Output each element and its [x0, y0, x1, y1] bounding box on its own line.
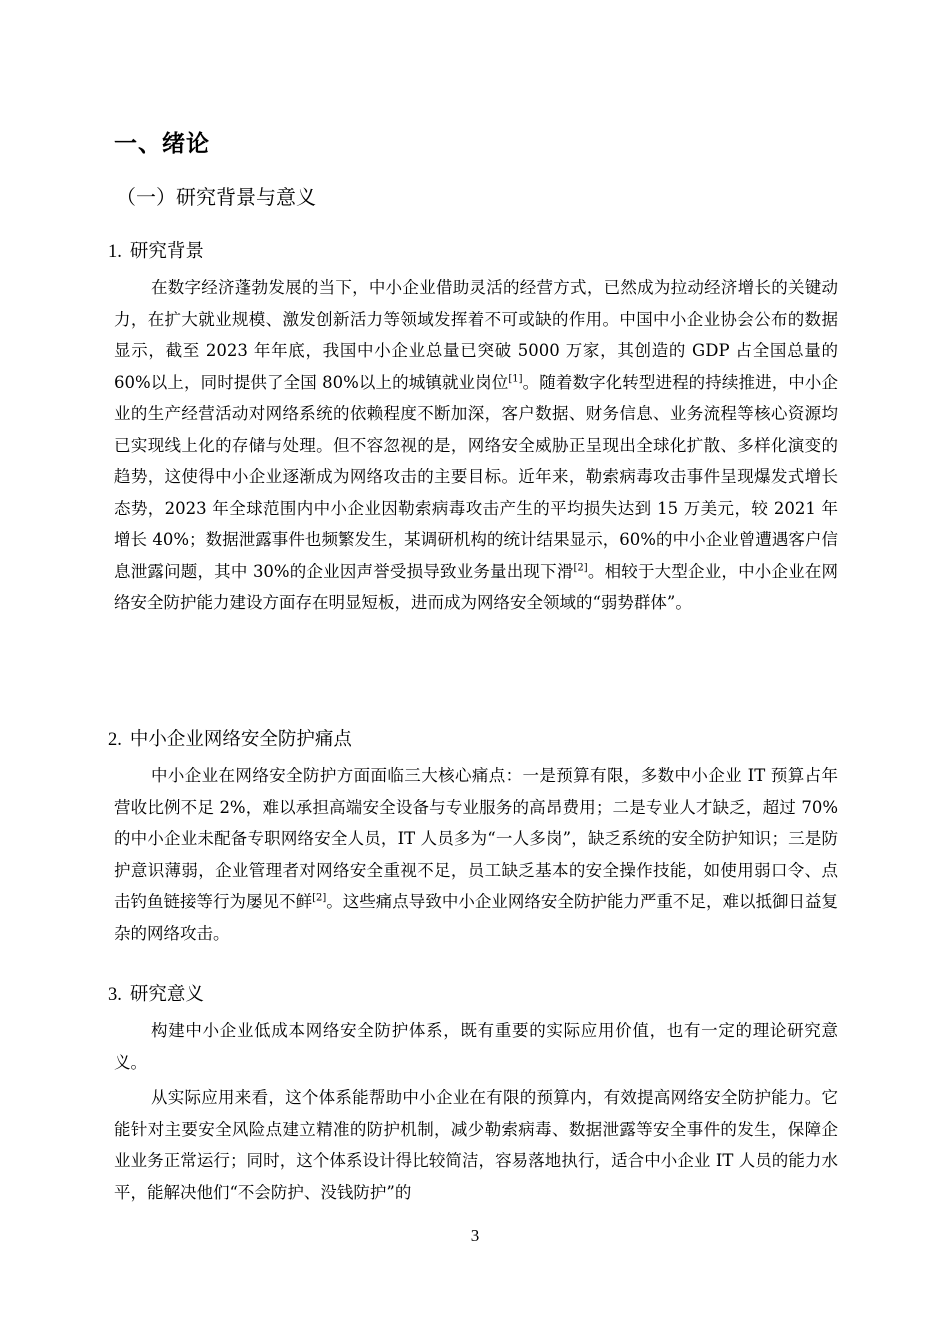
- subsection-title: 研究意义: [129, 984, 204, 1005]
- paragraph-text: 。相较于大型企业，中小企业在网络安全防护能力建设方面存在明显短板，进而成为网络安全领域的“弱势群体”。: [114, 561, 839, 612]
- paragraph-practical-value: 从实际应用来看，这个体系能帮助中小企业在有限的预算内，有效提高网络安全防护能力。它能针对主要安全风险点建立精准的防护机制，减少勒索病毒、数据泄露等安全事件的发生，保障企业业务正常运行；同时，这个体系设计得比较简洁，容易落地执行，适合中小企业 IT 人员的能力水平，能解决他们“不会防护、没钱防护”的: [114, 1088, 838, 1202]
- subsection-heading-3: [108, 980, 204, 1006]
- subsection-heading-1: [108, 237, 204, 263]
- paragraph-significance-intro: 构建中小企业低成本网络安全防护体系，既有重要的实际应用价值，也有一定的理论研究意义。: [114, 1021, 838, 1072]
- page-number: 3: [470, 1226, 480, 1245]
- paragraph-text: 。随着数字化转型进程的持续推进，中小企业的生产经营活动对网络系统的依赖程度不断加深，客户数据、财务信息、业务流程等核心资源均已实现线上化的存储与处理。但不容忽视的是，网络安全威胁正呈现出全球化扩散、多样化演变的趋势，这使得中小企业逐渐成为网络攻击的主要目标。近年来，勒索病毒攻击事件呈现爆发式增长态势，2023 年全球范围内中小企业因勒索病毒攻击产生的平均损失达到 15 万美元，较 2021 年增长 40%；数据泄露事件也频繁发生，某调研机构的统计结果显示，60%的中小企业曾遭遇客户信息泄露问题，其中 30%的企业因声誉受损导致业务量出现下滑: [114, 372, 839, 581]
- subsection-title: 中小企业网络安全防护痛点: [129, 729, 352, 750]
- paragraph-text: 在数字经济蓬勃发展的当下，中小企业借助灵活的经营方式，已然成为拉动经济增长的关键动力，在扩大就业规模、激发创新活力等领域发挥着不可或缺的作用。中国中小企业协会公布的数据显示，截至 2023 年年底，我国中小企业总量已突破 5000 万家，其创造的 GDP 占全国总量的 60%以上，同时提供了全国 80%以上的城镇就业岗位: [114, 278, 838, 392]
- subsection-title: 研究背景: [129, 241, 204, 262]
- citation-1: [1]: [508, 373, 523, 384]
- section-heading: （一）研究背景与意义: [116, 185, 316, 209]
- chapter-heading: 一、绪论: [114, 131, 210, 157]
- paragraph-text: 。这些痛点导致中小企业网络安全防护能力严重不足，难以抵御日益复杂的网络攻击。: [114, 892, 839, 943]
- paragraph-pain-points: [114, 760, 838, 949]
- citation-2: [2]: [573, 562, 588, 573]
- paragraph-research-background: [114, 272, 838, 619]
- subsection-number: 3.: [108, 985, 122, 1005]
- paragraph-text: 中小企业在网络安全防护方面面临三大核心痛点：一是预算有限，多数中小企业 IT 预算占年营收比例不足 2%，难以承担高端安全设备与专业服务的高昂费用；二是专业人才缺乏，超过 70%的中小企业未配备专职网络安全人员，IT 人员多为“一人多岗”，缺乏系统的安全防护知识；三是防护意识薄弱，企业管理者对网络安全重视不足，员工缺乏基本的安全操作技能，如使用弱口令、点击钓鱼链接等行为屡见不鲜: [114, 766, 838, 911]
- subsection-number: 1.: [108, 242, 122, 262]
- citation-2: [2]: [312, 892, 327, 904]
- subsection-number: 2.: [108, 730, 122, 750]
- subsection-heading-2: [108, 725, 352, 751]
